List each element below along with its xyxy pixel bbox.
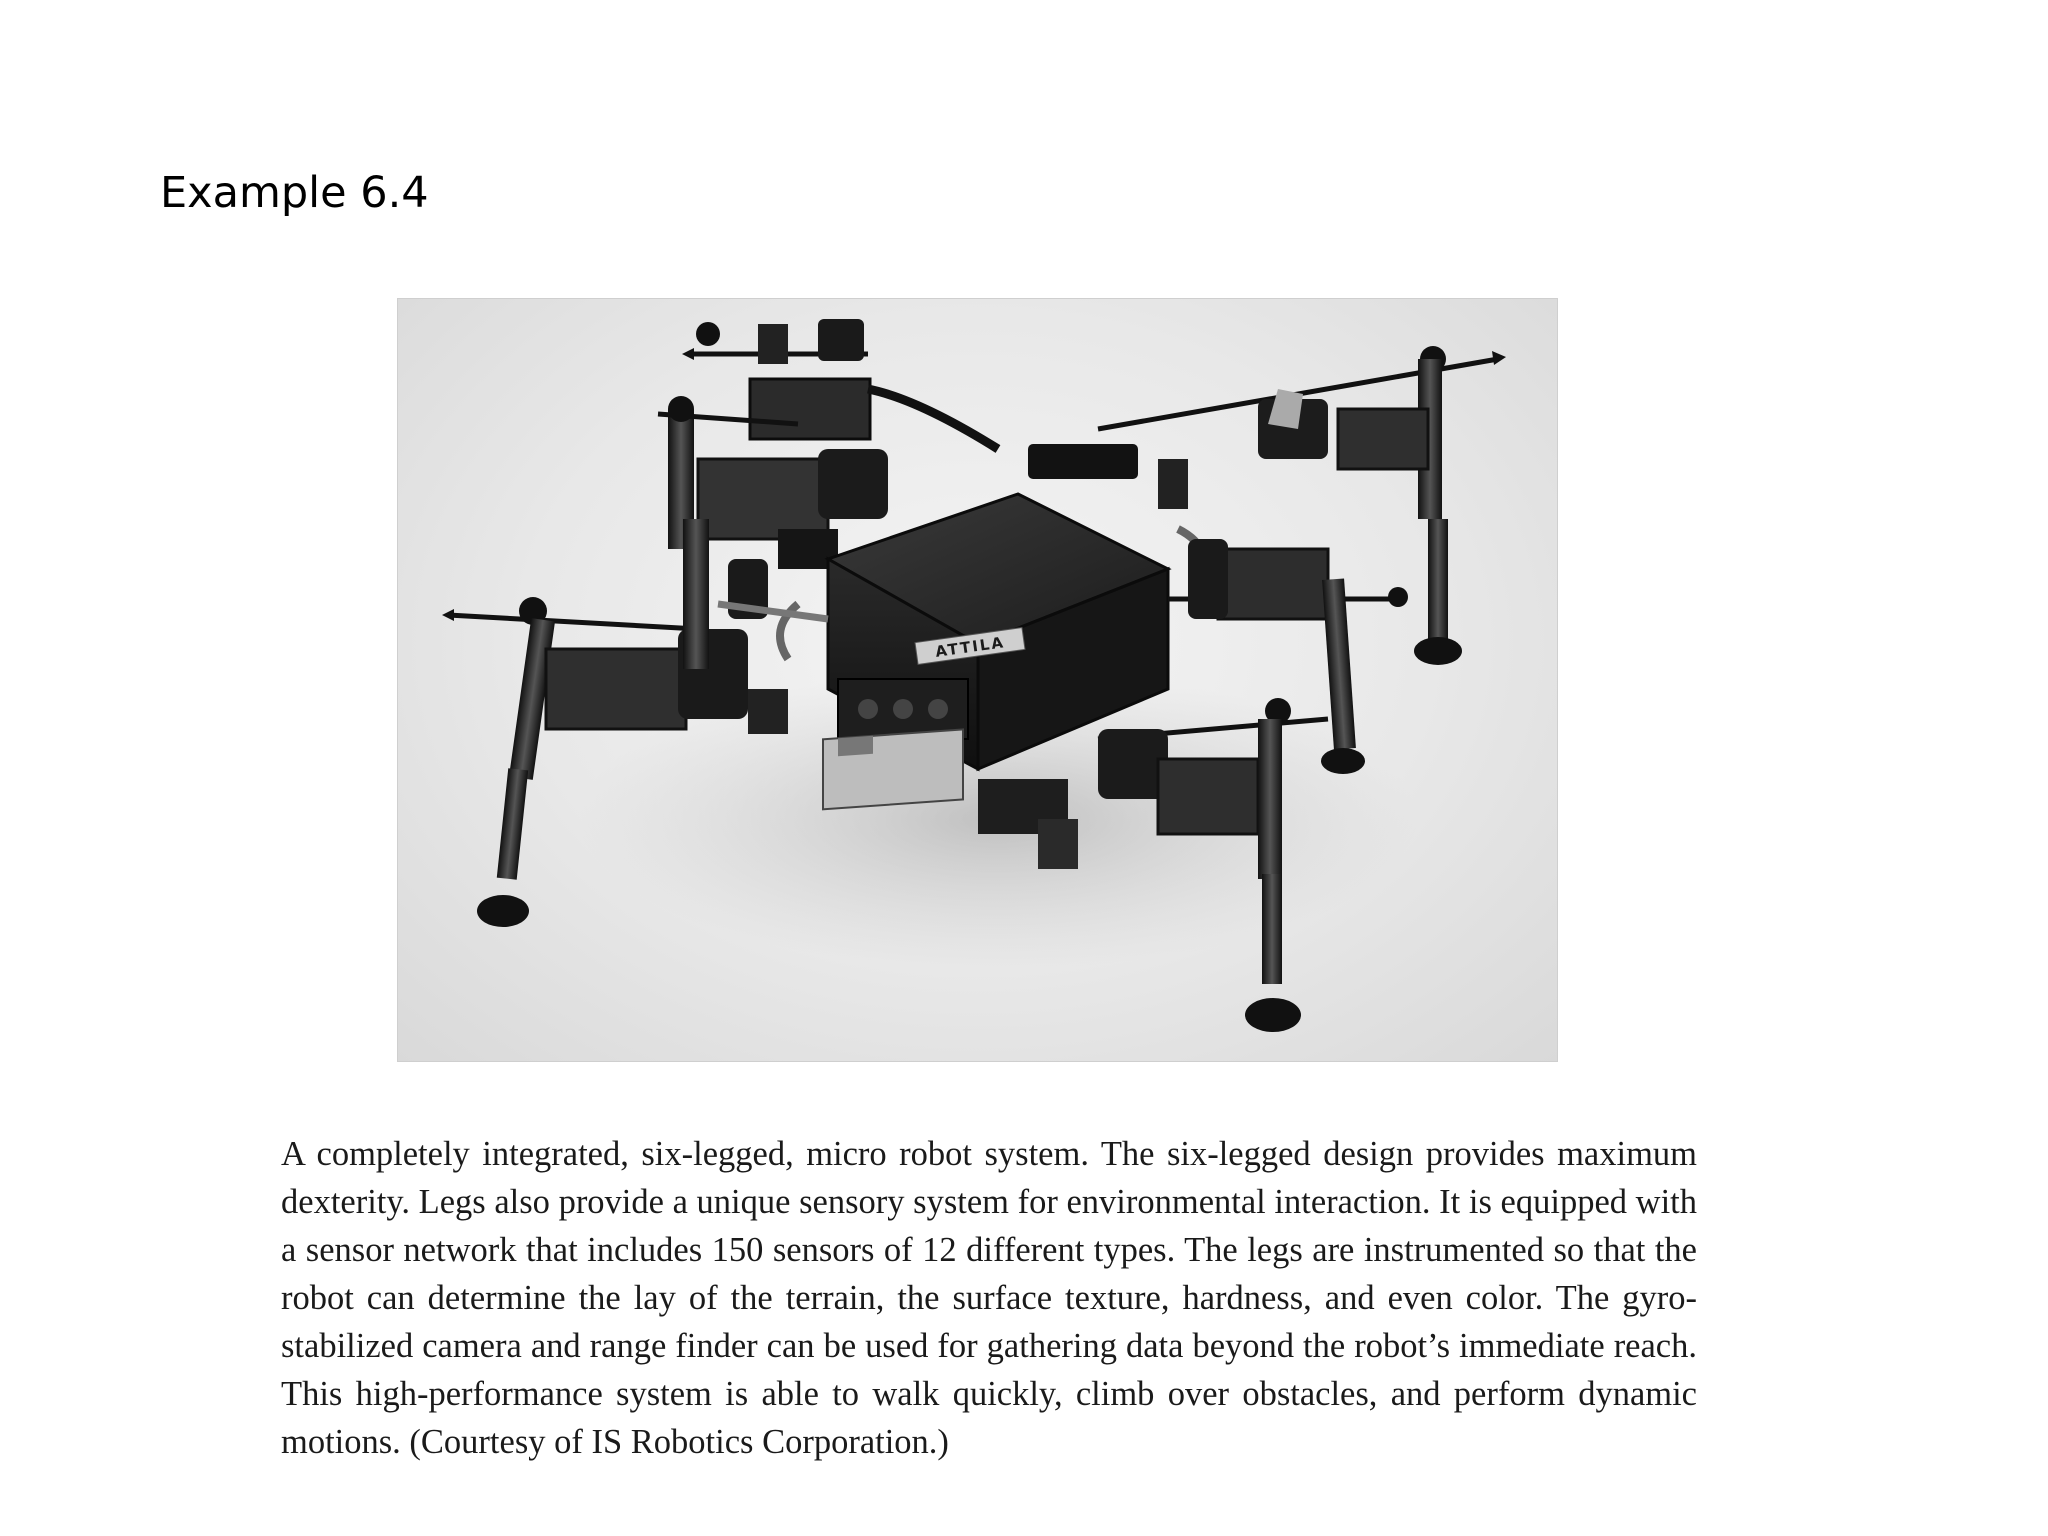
six-legged-robot-illustration	[398, 299, 1557, 1061]
figure-caption: A completely integrated, six-legged, micro robot system. The six-legged design provides maximum dexterity. Legs also provide a unique sensory system for environmental interaction. It is equipped with a sensor network that includes 150 sensors of 12 different types. The legs are instrumented so that the robot can determine the lay of the terrain, the surface texture, hardness, and even color. The gyro-stabilized camera and range finder can be used for gathering data beyond the robot’s immediate reach. This high-performance system is able to walk quickly, climb over obstacles, and perform dynamic motions. (Courtesy of IS Robotics Corporation.)	[281, 1135, 1697, 1461]
robot-photo	[397, 298, 1558, 1062]
slide-title: Example 6.4	[160, 168, 429, 218]
robot-nameplate: ATTILA	[934, 633, 1007, 661]
